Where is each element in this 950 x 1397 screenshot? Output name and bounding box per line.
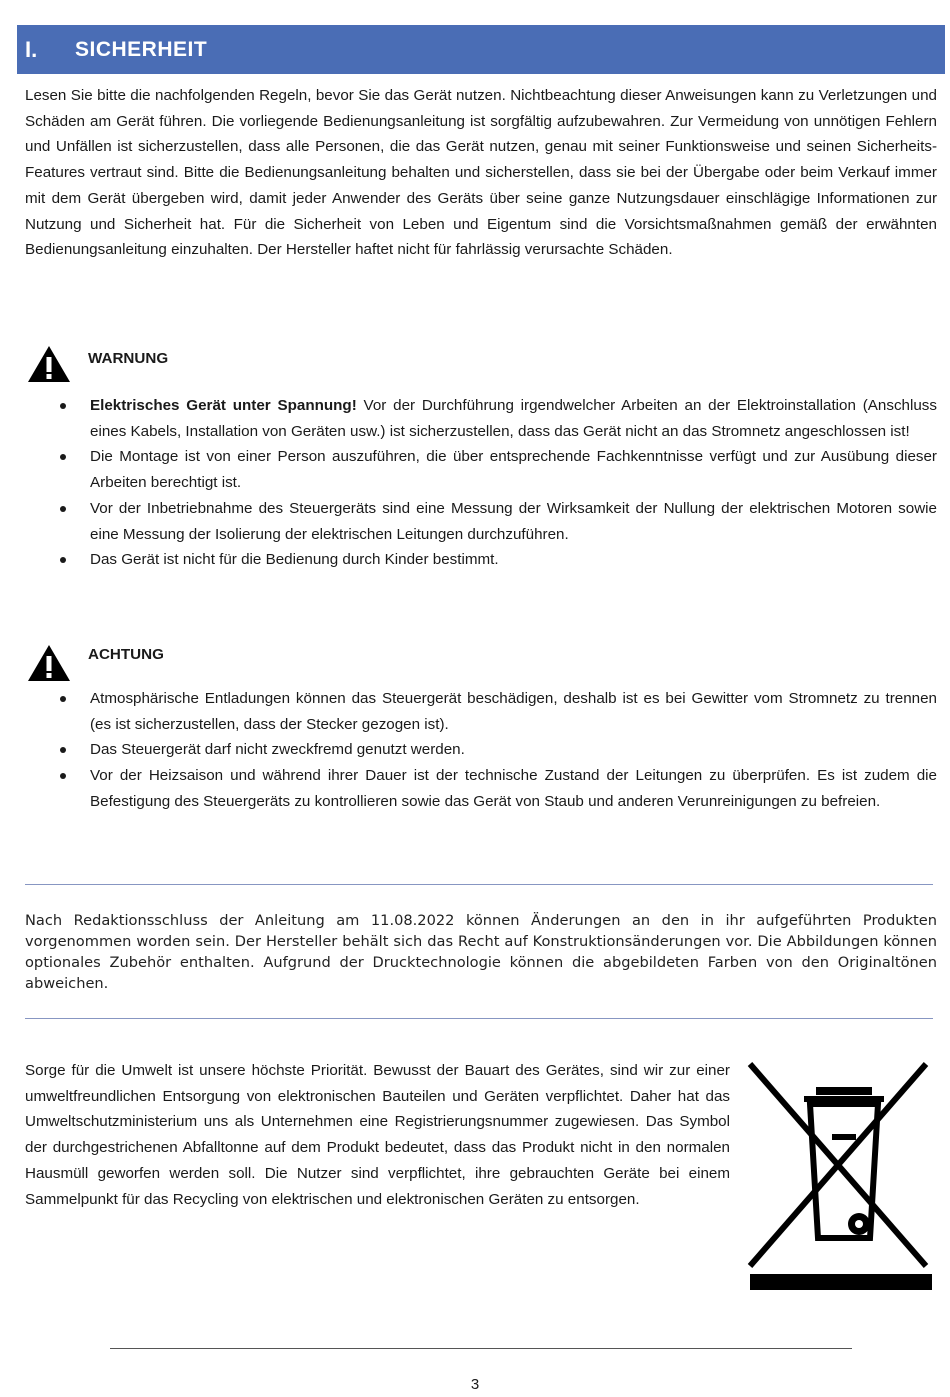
caution-title: ACHTUNG <box>88 646 164 663</box>
intro-paragraph: Lesen Sie bitte die nachfolgenden Regeln, bevor Sie das Gerät nutzen. Nichtbeachtung dieser Anweisungen kann zu Verletzungen und Schäden am Gerät führen. Die vorliegende Bedienungsanleitung ist sorgfältig aufzubewahren. Zur Vermeidung von unnötigen Fehlern und Unfällen ist sicherzustellen, dass alle Personen, die das Gerät nutzen, genau mit seiner Funktionsweise und seinen Sicherheits-Features vertraut sind. Bitte die Bedienungsanleitung behalten und sicherstellen, dass sie bei der Übergabe oder beim Verkauf immer mit dem Gerät übergeben wird, damit jeder Anwender des Geräts über seine ganze Nutzungsdauer einschlägige Informationen zur Nutzung und Sicherheit hat. Für die Sicherheit von Leben und Eigentum sind die Vorsichtsmaßnahmen gemäß der erwähnten Bedienungsanleitung einzuhalten. Der Hersteller haftet nicht für fahrlässig verursachte Schäden. <box>25 87 937 259</box>
caution-item-text: Atmosphärische Entladungen können das Steuergerät beschädigen, deshalb ist es bei Gewitter vom Stromnetz zu trennen (es ist sicherzustellen, dass der Stecker gezogen ist). <box>90 690 937 733</box>
list-item <box>25 547 937 573</box>
warning-triangle-icon <box>27 644 71 682</box>
list-item <box>25 393 937 444</box>
warning-item-text: Die Montage ist von einer Person auszuführen, die über entsprechende Fachkenntnisse verfügt und zur Ausübung dieser Arbeiten berechtigt ist. <box>90 448 937 492</box>
section-number: I. <box>25 36 38 62</box>
bullet-icon <box>60 506 66 512</box>
section-header <box>17 25 945 74</box>
divider <box>25 884 933 885</box>
list-item <box>25 496 937 547</box>
warning-triangle-icon <box>27 345 71 383</box>
warning-item-text: Vor der Inbetriebnahme des Steuergeräts sind eine Messung der Wirksamkeit der Nullung der elektrischen Motoren sowie eine Messung der Isolierung der elektrischen Leitungen durchzuführen. <box>90 499 937 543</box>
list-item <box>25 444 937 495</box>
edition-note: Nach Redaktionsschluss der Anleitung am 11.08.2022 können Änderungen an den in ihr aufgeführten Produkten vorgenommen worden sein. Der Hersteller behält sich das Recht auf Konstruktionsänderungen vor. Die Abbildungen können optionales Zubehör enthalten. Aufgrund der Drucktechnologie können die abgebildeten Farben von den Originaltönen abweichen. <box>25 912 937 992</box>
caution-item-text: Das Steuergerät darf nicht zweckfremd genutzt werden. <box>90 741 465 759</box>
list-item <box>25 763 937 814</box>
section-title: SICHERHEIT <box>75 37 208 61</box>
warning-item-text: Das Gerät ist nicht für die Bedienung durch Kinder bestimmt. <box>90 551 499 569</box>
page-number: 3 <box>470 1376 480 1393</box>
bullet-icon <box>60 454 66 460</box>
bullet-icon <box>60 747 66 753</box>
warning-item-bold: Elektrisches Gerät unter Spannung! <box>90 397 357 414</box>
crossed-out-bin-icon <box>746 1060 936 1290</box>
bullet-icon <box>60 403 66 409</box>
warning-title: WARNUNG <box>88 350 169 367</box>
bullet-icon <box>60 696 66 702</box>
list-item <box>25 686 937 737</box>
list-item <box>25 737 937 763</box>
environment-paragraph: Sorge für die Umwelt ist unsere höchste Priorität. Bewusst der Bauart des Gerätes, sind wir zur einer umweltfreundlichen Entsorgung von elektronischen Bauteilen und Geräten verpflichtet. Daher hat das Umweltschutzministerium uns als Unternehmen eine Registrierungsnummer zugewiesen. Das Symbol der durchgestrichenen Abfalltonne auf dem Produkt bedeutet, dass das Produkt nicht in den normalen Hausmüll geworfen werden soll. Die Nutzer sind verpflichtet, ihre gebrauchten Geräte bei einem Sammelpunkt für das Recycling von elektrischen und elektronischen Geräten zu entsorgen. <box>25 1062 730 1208</box>
bullet-icon <box>60 773 66 779</box>
divider <box>25 1018 933 1019</box>
caution-item-text: Vor der Heizsaison und während ihrer Dauer ist der technische Zustand der Leitungen zu überprüfen. Es ist zudem die Befestigung des Steuergeräts zu kontrollieren sowie das Gerät von Staub und anderen Verunreinigungen zu befreien. <box>90 767 937 810</box>
warning-item-text: Vor der Durchführung irgendwelcher Arbeiten an der Elektroinstallation (Anschluss eines Kabels, Installation von Geräten usw.) ist sicherzustellen, dass das Gerät nicht an das Stromnetz angeschlossen ist! <box>90 397 937 440</box>
caution-list <box>25 686 937 815</box>
bullet-icon <box>60 557 66 563</box>
footer-line <box>110 1348 852 1349</box>
warning-list <box>25 393 937 573</box>
